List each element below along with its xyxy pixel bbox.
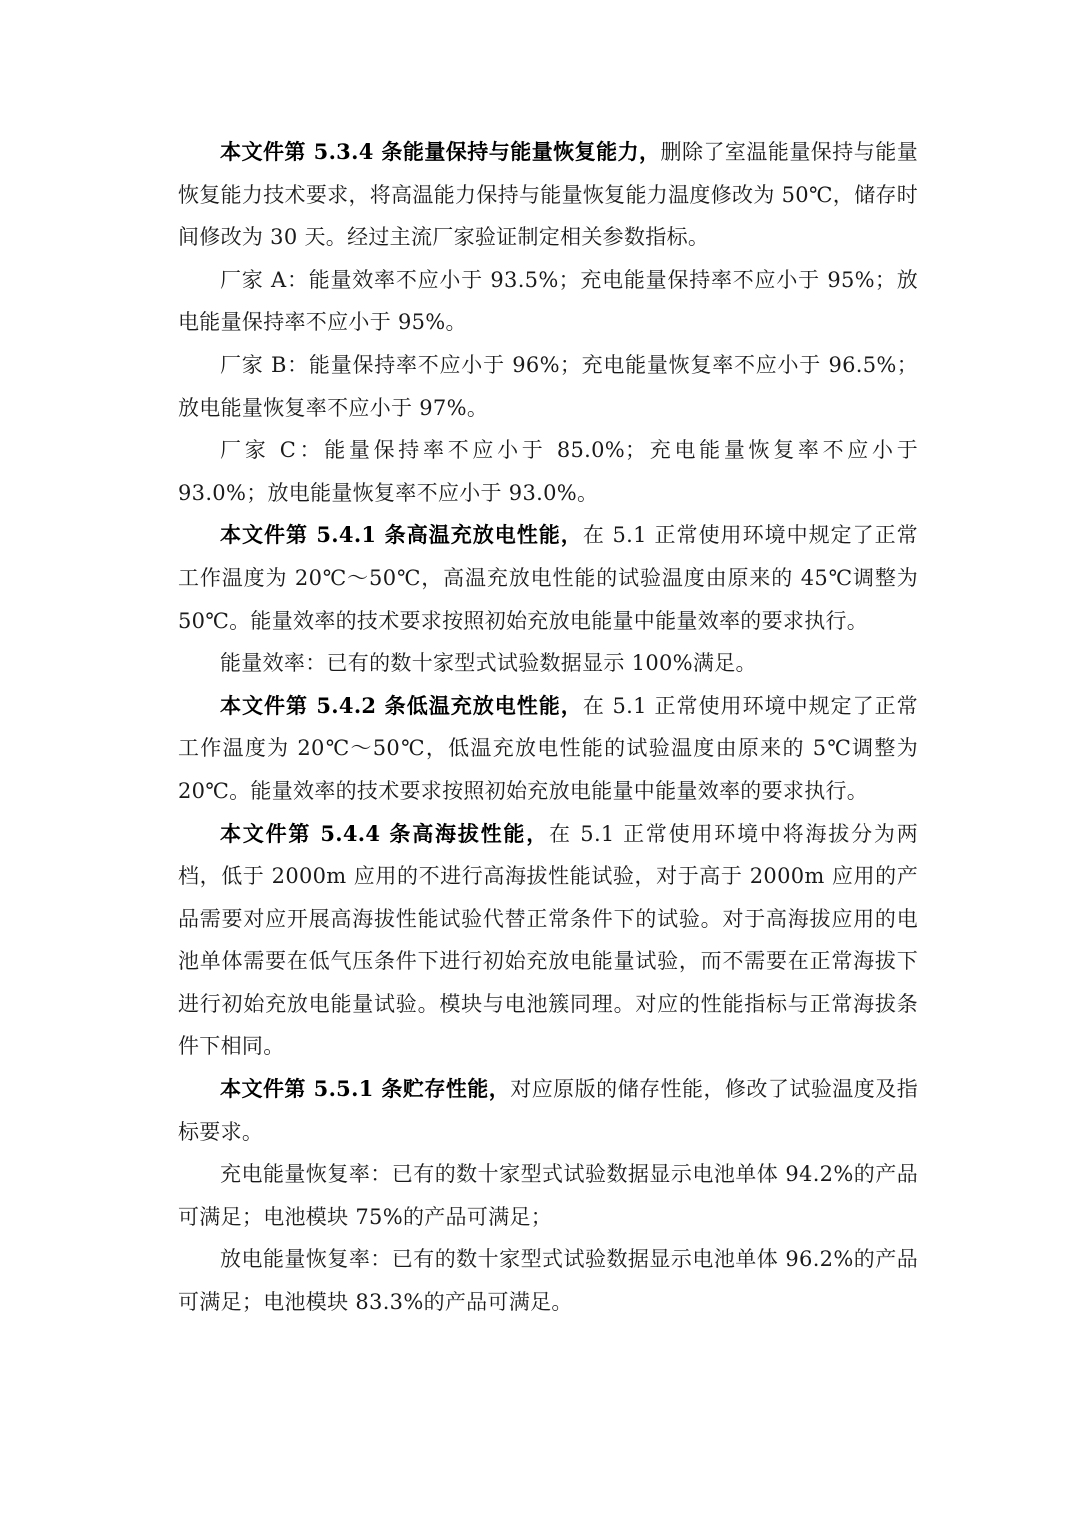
paragraph-text: 厂家 A：能量效率不应小于 93.5%；充电能量保持率不应小于 95%；放电能量保持率不应小于 95%。 bbox=[178, 267, 918, 335]
document-body bbox=[178, 131, 918, 1324]
paragraph-5-4-1 bbox=[178, 514, 918, 642]
paragraph-vendor-b bbox=[178, 344, 918, 429]
paragraph-discharge-recovery bbox=[178, 1238, 918, 1323]
paragraph-text: 在 5.1 正常使用环境中将海拔分为两档，低于 2000m 应用的不进行高海拔性能试验，对于高于 2000m 应用的产品需要对应开展高海拔性能试验代替正常条件下的试验。对于高海拔应用的电池单体需要在低气压条件下进行初始充放电能量试验，而不需要在正常海拔下进行初始充放电能量试验。模块与电池簇同理。对应的性能指标与正常海拔条件下相同。 bbox=[178, 821, 918, 1059]
paragraph-text: 在 5.1 正常使用环境中规定了正常工作温度为 20℃～50℃，高温充放电性能的试验温度由原来的 45℃调整为 50℃。能量效率的技术要求按照初始充放电能量中能量效率的要求执行。 bbox=[178, 523, 918, 633]
paragraph-text: 能量效率：已有的数十家型式试验数据显示 100%满足。 bbox=[220, 651, 757, 676]
paragraph-text: 充电能量恢复率：已有的数十家型式试验数据显示电池单体 94.2%的产品可满足；电池模块 75%的产品可满足； bbox=[178, 1162, 918, 1229]
paragraph-text: 厂家 B：能量保持率不应小于 96%；充电能量恢复率不应小于 96.5%；放电能量恢复率不应小于 97%。 bbox=[178, 352, 918, 420]
paragraph-charge-recovery bbox=[178, 1153, 918, 1238]
section-heading-5-3-4: 本文件第 5.3.4 条能量保持与能量恢复能力， bbox=[220, 139, 661, 164]
paragraph-text: 放电能量恢复率：已有的数十家型式试验数据显示电池单体 96.2%的产品可满足；电池模块 83.3%的产品可满足。 bbox=[178, 1247, 918, 1315]
section-heading-5-4-4: 本文件第 5.4.4 条高海拔性能， bbox=[220, 820, 550, 846]
section-heading-5-4-1: 本文件第 5.4.1 条高温充放电性能， bbox=[220, 522, 583, 548]
paragraph-5-3-4 bbox=[178, 131, 918, 259]
section-heading-5-4-2: 本文件第 5.4.2 条低温充放电性能， bbox=[220, 692, 583, 718]
paragraph-5-4-4 bbox=[178, 813, 918, 1069]
paragraph-vendor-a bbox=[178, 259, 918, 344]
paragraph-vendor-c bbox=[178, 429, 918, 514]
paragraph-energy-efficiency bbox=[178, 642, 918, 685]
paragraph-5-4-2 bbox=[178, 685, 918, 813]
paragraph-text: 对应原版的储存性能，修改了试验温度及指标要求。 bbox=[178, 1077, 918, 1144]
paragraph-5-5-1 bbox=[178, 1068, 918, 1153]
section-heading-5-5-1: 本文件第 5.5.1 条贮存性能， bbox=[220, 1076, 511, 1102]
paragraph-text: 在 5.1 正常使用环境中规定了正常工作温度为 20℃～50℃，低温充放电性能的试验温度由原来的 5℃调整为 20℃。能量效率的技术要求按照初始充放电能量中能量效率的要求执行。 bbox=[178, 693, 918, 803]
paragraph-text: 厂家 C：能量保持率不应小于 85.0%；充电能量恢复率不应小于 93.0%；放电能量恢复率不应小于 93.0%。 bbox=[178, 438, 918, 505]
paragraph-text: 删除了室温能量保持与能量恢复能力技术要求，将高温能力保持与能量恢复能力温度修改为 50℃，储存时间修改为 30 天。经过主流厂家验证制定相关参数指标。 bbox=[178, 140, 918, 250]
